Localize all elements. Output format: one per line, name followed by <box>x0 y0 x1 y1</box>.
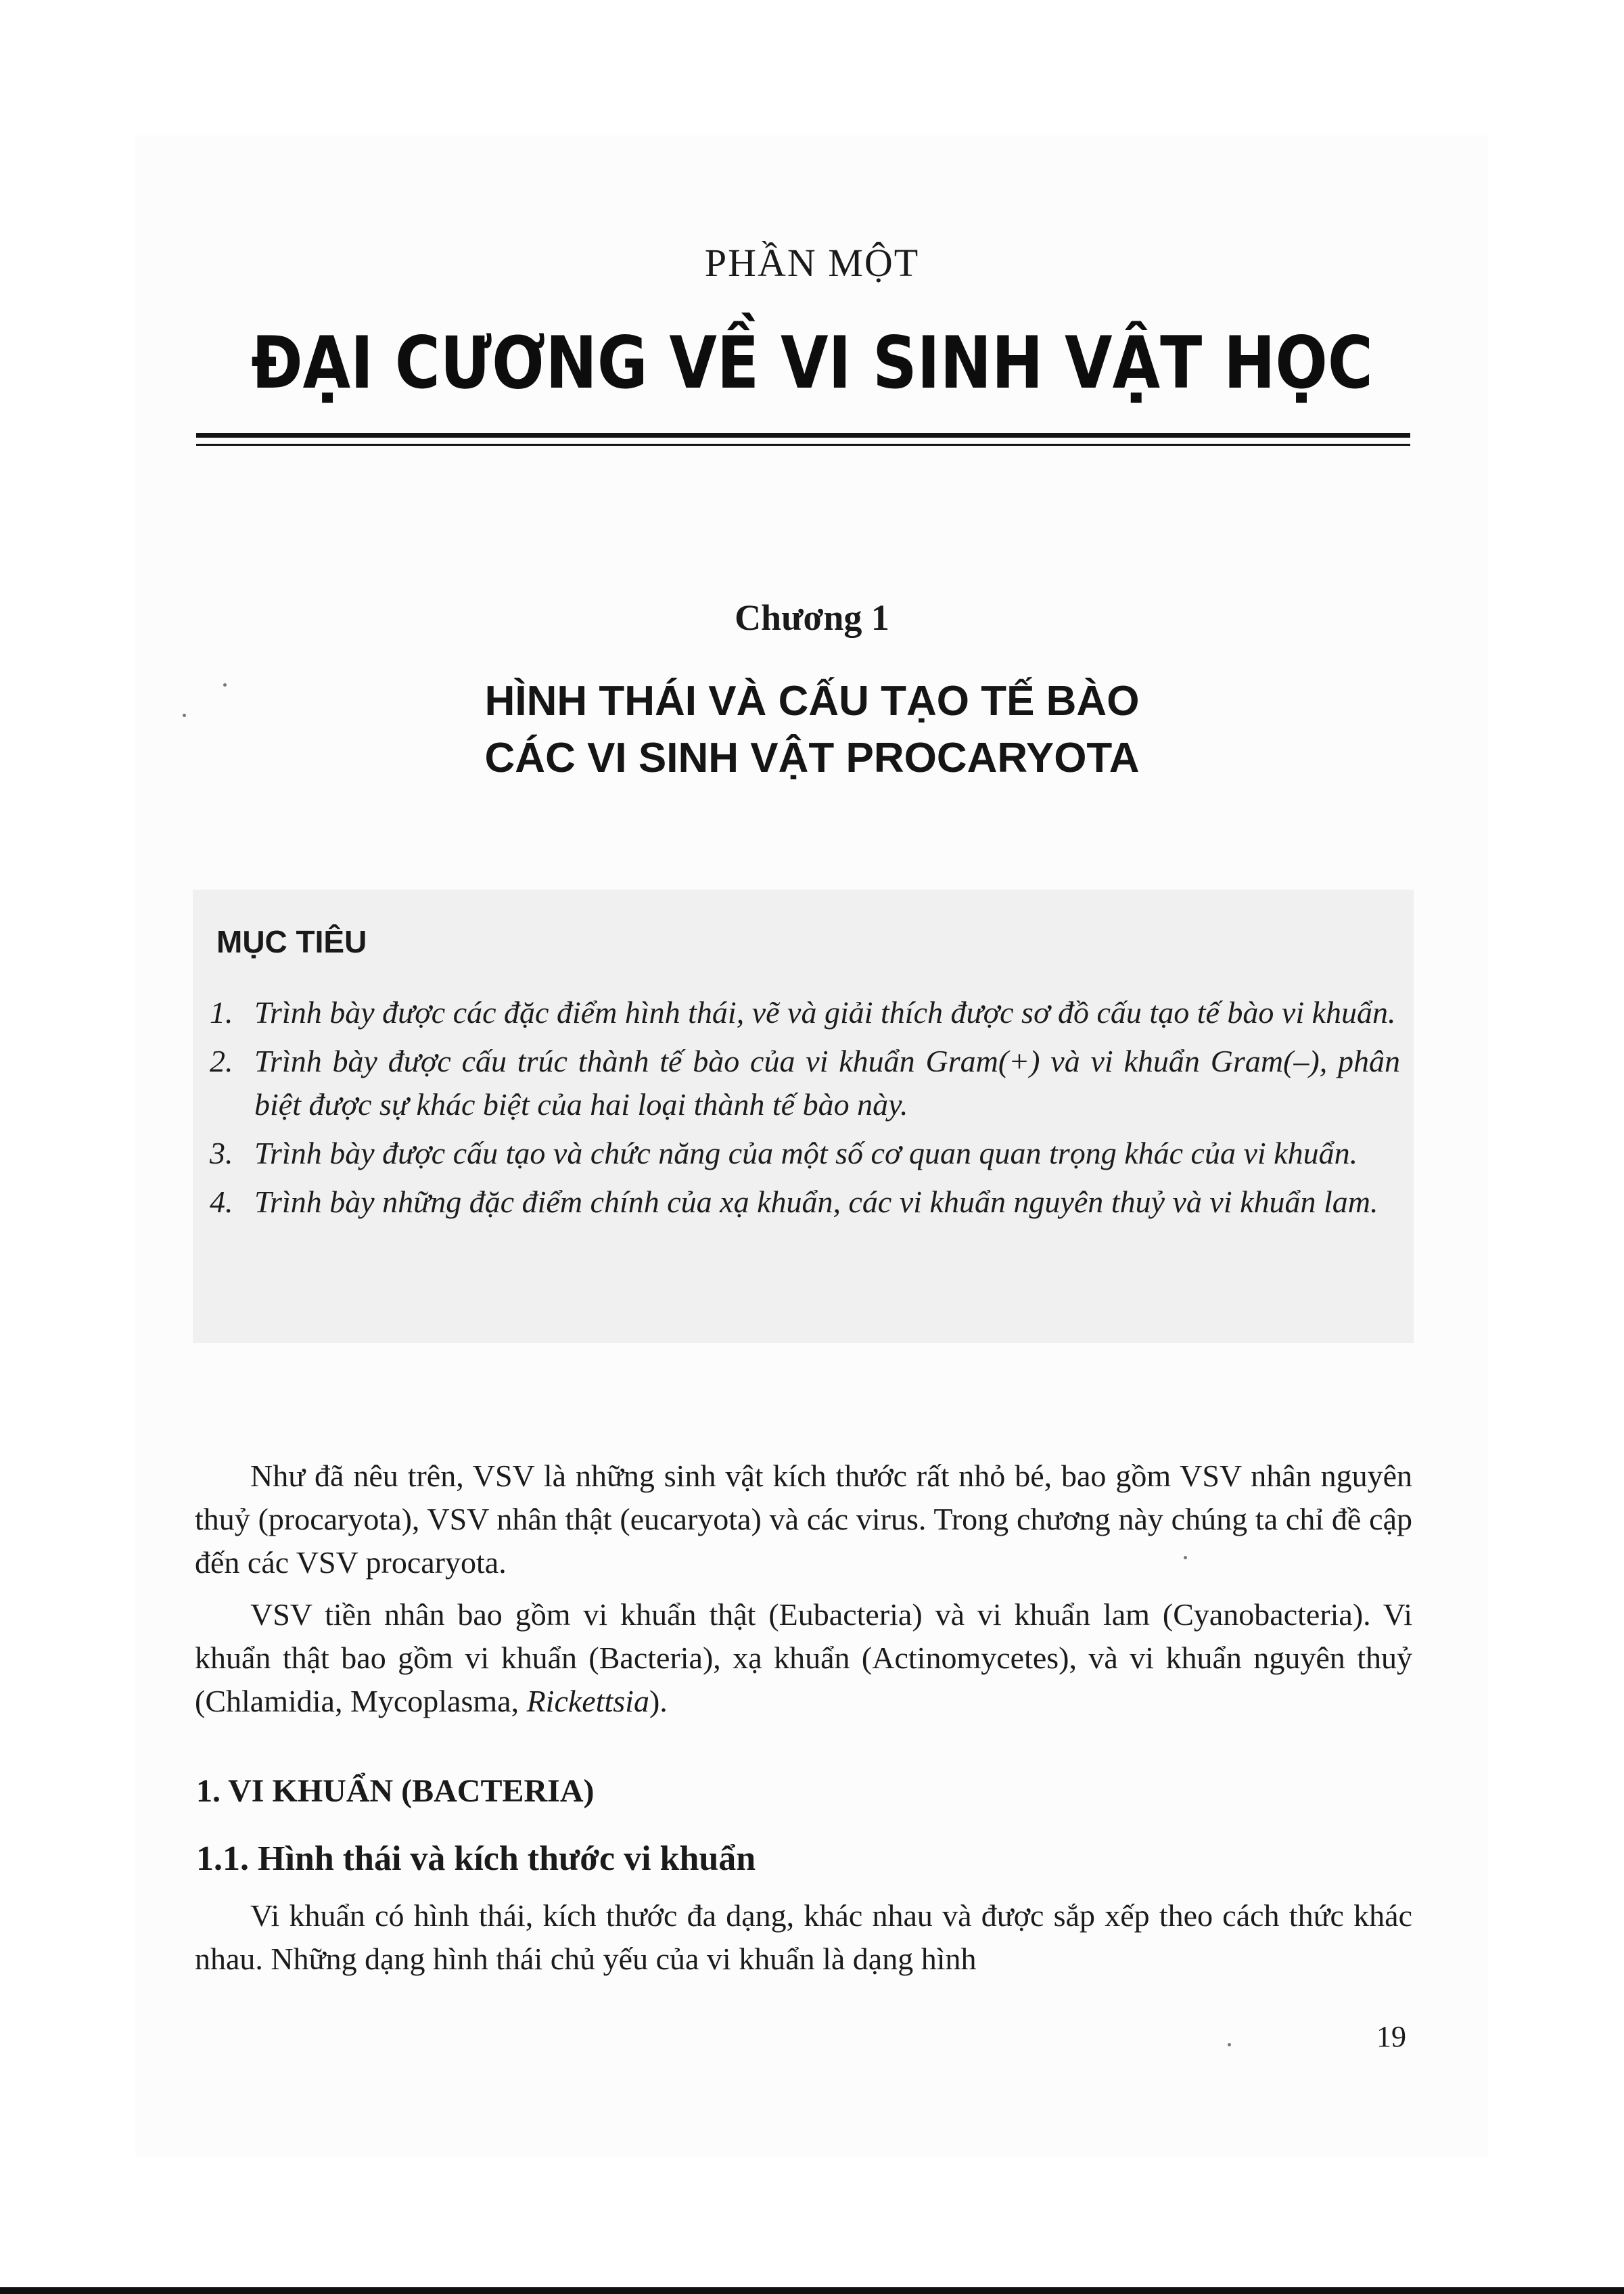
morphology-paragraph: Vi khuẩn có hình thái, kích thước đa dạng, khác nhau và được sắp xếp theo cách thức khác nhau. Những dạng hình thái chủ yếu của vi khuẩn là dạng hình <box>195 1898 1412 1976</box>
objective-item <box>210 1180 1400 1224</box>
title-rule-thick <box>196 433 1410 438</box>
objective-text: Trình bày những đặc điểm chính của xạ khuẩn, các vi khuẩn nguyên thuỷ và vi khuẩn lam. <box>254 1185 1378 1219</box>
chapter-title-line-1: HÌNH THÁI VÀ CẤU TẠO TẾ BÀO <box>484 678 1140 725</box>
objective-number: 1. <box>210 995 233 1030</box>
scan-speck <box>1184 1556 1187 1559</box>
section-1-1-heading: 1.1. Hình thái và kích thước vi khuẩn <box>196 1839 756 1878</box>
scan-speck <box>1228 2043 1231 2046</box>
classification-end: ). <box>649 1684 668 1718</box>
objective-text: Trình bày được các đặc điểm hình thái, vẽ và giải thích được sơ đồ cấu tạo tế bào vi khuẩn. <box>254 995 1396 1030</box>
objective-item <box>210 1040 1400 1126</box>
objective-text: Trình bày được cấu tạo và chức năng của một số cơ quan quan trọng khác của vi khuẩn. <box>254 1136 1358 1170</box>
intro-paragraph: Như đã nêu trên, VSV là những sinh vật kích thước rất nhỏ bé, bao gồm VSV nhân nguyên thuỷ (procaryota), VSV nhân thật (eucaryota) và các virus. Trong chương này chúng ta chỉ đề cập đến các VSV procaryota. <box>195 1459 1412 1580</box>
title-rule-thin <box>196 444 1410 446</box>
objective-number: 3. <box>210 1136 233 1170</box>
section-1-heading: 1. VI KHUẨN (BACTERIA) <box>196 1773 595 1809</box>
page-number: 19 <box>1376 2020 1406 2053</box>
objective-item <box>210 991 1400 1034</box>
rickettsia-term: Rickettsia <box>526 1684 649 1718</box>
objective-item <box>210 1132 1400 1175</box>
objective-number: 4. <box>210 1185 233 1219</box>
chapter-title-line-2: CÁC VI SINH VẬT PROCARYOTA <box>484 735 1140 781</box>
classification-paragraph <box>195 1593 1412 1723</box>
scan-speck <box>183 714 186 717</box>
part-title: ĐẠI CƯƠNG VỀ VI SINH VẬT HỌC <box>251 321 1373 405</box>
objective-number: 2. <box>210 1044 233 1078</box>
objective-text: Trình bày được cấu trúc thành tế bào của vi khuẩn Gram(+) và vi khuẩn Gram(–), phân biệt được sự khác biệt của hai loại thành tế bào này. <box>254 1044 1400 1122</box>
chapter-title <box>0 673 1624 787</box>
chapter-label: Chương 1 <box>735 597 889 638</box>
classification-text: VSV tiền nhân bao gồm vi khuẩn thật (Eubacteria) và vi khuẩn lam (Cyanobacteria). Vi khuẩn thật bao gồm vi khuẩn (Bacteria), xạ khuẩn (Actinomycetes), và vi khuẩn nguyên thuỷ (Chlamidia, Mycoplasma, <box>195 1597 1412 1718</box>
scan-speck <box>223 683 227 687</box>
part-label: PHẦN MỘT <box>704 241 920 285</box>
objectives-heading: MỤC TIÊU <box>216 924 367 959</box>
objectives-list <box>210 991 1400 1229</box>
scan-bottom-edge <box>0 2287 1624 2294</box>
